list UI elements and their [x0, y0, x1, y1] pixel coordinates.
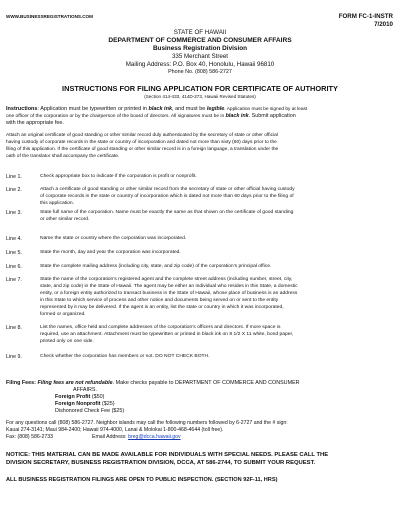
instructions-line-3: with the appropriate fee.: [6, 120, 64, 126]
email-label: Email Address:: [92, 434, 127, 440]
public-inspection-notice: ALL BUSINESS REGISTRATION FILINGS ARE OPEN TO PUBLIC INSPECTION. (SECTION 92F-11, HRS): [6, 477, 278, 483]
contact-fax: Fax: (808) 586-2733: [6, 434, 54, 440]
line-item-text: State full name of the corporation. Name must be exactly the same as that shown on the certificate of good standing: [40, 210, 294, 215]
fee-profit-amount: ($50): [91, 394, 105, 400]
page-title: INSTRUCTIONS FOR FILING APPLICATION FOR CERTIFICATE OF AUTHORITY: [62, 84, 338, 93]
instructions-ink-2: black ink: [225, 113, 249, 119]
line-item-text: Name the state or country where the corporation was incorporated.: [40, 236, 187, 241]
notice-line-2: DIVISION SECRETARY, BUSINESS REGISTRATION DIVISION, DCCA, AT 586-2744, TO SUBMIT YOUR REQUEST.: [6, 460, 316, 466]
line-item-text: of corporate records in the state or country of incorporation which is dated not more than 60 days prior to the filing of: [40, 194, 294, 199]
page-subtitle: (Section 414-433, 414D-273, Hawaii Revised Statutes): [144, 94, 256, 99]
agency-mailing: Mailing Address: P.O. Box 40, Honolulu, Hawaii 96810: [125, 61, 275, 68]
contact-line-2: Kauai 274-3141; Maui 984-2400; Hawaii 974-4000, Lanai & Molokai 1-800-468-4644 (toll free).: [6, 427, 224, 433]
fee-nonprofit-amount: ($25): [102, 401, 115, 407]
agency-department: DEPARTMENT OF COMMERCE AND CONSUMER AFFAIRS: [108, 37, 292, 44]
fee-dishonored: Dishonored Check Fee ($25): [55, 408, 125, 414]
line-item-text: State the month, day and year the corporation was incorporated.: [40, 250, 181, 255]
instructions-line-1: [6, 106, 307, 112]
line-item-text: formed or organized.: [40, 312, 86, 317]
line-item-text: printed only on one side.: [40, 339, 94, 344]
fee-nonprofit-label: Foreign Nonprofit: [55, 401, 101, 407]
instructions-text-1: : Application must be typewritten or printed in: [37, 106, 149, 112]
form-date: 7/2010: [374, 21, 393, 28]
attach-line: Attach an original certificate of good standing or other similar record duly authenticated by the secretary of state or other official: [6, 133, 278, 138]
line-item-text: List the names, office held and complete addresses of the corporation’s officers and directors. If more space is: [40, 325, 281, 330]
line-item-label: Line 8.: [6, 325, 22, 331]
instructions-text-5: . Submit application: [248, 113, 296, 119]
line-item-text: this application.: [40, 201, 75, 206]
notice-line-1: NOTICE: THIS MATERIAL CAN BE MADE AVAILABLE FOR INDIVIDUALS WITH SPECIAL NEEDS. PLEASE CALL THE: [6, 452, 329, 458]
instructions-text-3: . Application must be signed by at least: [224, 107, 308, 112]
agency-street: 335 Merchant Street: [171, 53, 229, 60]
fee-profit-label: Foreign Profit: [55, 394, 91, 400]
fees-cont: AFFAIRS.: [73, 387, 97, 393]
form-id: FORM FC-1-INSTR: [338, 13, 393, 20]
agency-state: STATE OF HAWAII: [173, 29, 227, 36]
attach-line: filing of this application. If the certificate of good standing or other similar record is in a foreign language, a translation under the: [6, 147, 279, 152]
fees-not-refundable: Filing fees are not refundable: [37, 380, 113, 386]
instructions-legible: legible: [206, 106, 225, 112]
line-item-text: Attach a certificate of good standing or other similar record from the secretary of state or other official having custody: [40, 187, 295, 192]
line-item-label: Line 9.: [6, 354, 22, 360]
fees-line: [6, 380, 300, 386]
agency-phone: Phone No. (808) 586-2727: [168, 69, 232, 75]
fee-nonprofit: [55, 401, 115, 407]
agency-division: Business Registration Division: [152, 45, 248, 52]
instructions-label: Instructions: [6, 106, 38, 112]
line-item-text: represented by it may be delivered. If the agent is an entity, list the state or country in which it was incorporated,: [40, 305, 284, 310]
fees-text: . Make checks payable to DEPARTMENT OF COMMERCE AND CONSUMER: [112, 380, 300, 386]
line-item-label: Line 6.: [6, 264, 22, 270]
line-item-text: entity, or a foreign entity authorized to transact business in the State of Hawaii, whose place of business is an address: [40, 291, 298, 296]
attach-line: oath of the translator shall accompany the certificate.: [6, 154, 120, 159]
instructions-ink-1: black ink: [148, 106, 173, 112]
line-item-label: Line 4.: [6, 236, 22, 242]
contact-line-1: For any questions call (808) 586-2727. Neighbor islands may call the following numbers followed by 6-2727 and the # sign:: [6, 420, 288, 426]
line-item-text: state, and zip code) in the State of Hawaii. The agent may be either an individual who resides in this State, a domestic: [40, 284, 298, 289]
line-item-text: Check whether the corporation has members or not. DO NOT CHECK BOTH.: [40, 354, 210, 359]
instructions-text-2: , and must be: [172, 106, 207, 112]
line-item-text: State the complete mailing address (including city, state, and zip code) of the corporation’s principal office.: [40, 264, 272, 269]
line-item-label: Line 3.: [6, 210, 22, 216]
website-link[interactable]: WWW.BUSINESSREGISTRATIONS.COM: [6, 14, 93, 19]
attach-line: having custody of corporate records in the state or country of incorporation and dated not more than sixty (60) days prior to the: [6, 140, 277, 145]
contact-email-row: [92, 434, 181, 440]
line-item-label: Line 1.: [6, 174, 22, 180]
line-item-text: or other similar record.: [40, 217, 90, 222]
fee-profit: [55, 394, 104, 400]
line-item-text: Check appropriate box to indicate if the corporation is profit or nonprofit.: [40, 174, 197, 179]
line-item-label: Line 5.: [6, 250, 22, 256]
email-link[interactable]: breg@dcca.hawaii.gov: [128, 434, 181, 440]
instructions-text-4: one officer of the corporation or by the chairperson of the board of directors. All signatures must be in: [6, 114, 226, 119]
line-item-label: Line 7.: [6, 277, 22, 283]
line-item-text: State the name of the corporation’s registered agent and the complete street address (including number, street, city,: [40, 277, 293, 282]
line-item-text: in this State to which service of process and other notice and documents being served on or sent to the entity: [40, 298, 279, 303]
fees-label: Filing Fees:: [6, 380, 36, 386]
instructions-line-2: [6, 113, 296, 119]
line-item-text: required, use an attachment. Attachment must be typewritten or printed in black ink on 8 1/2 X 11 white, bond paper,: [40, 332, 294, 337]
line-item-label: Line 2.: [6, 187, 22, 193]
